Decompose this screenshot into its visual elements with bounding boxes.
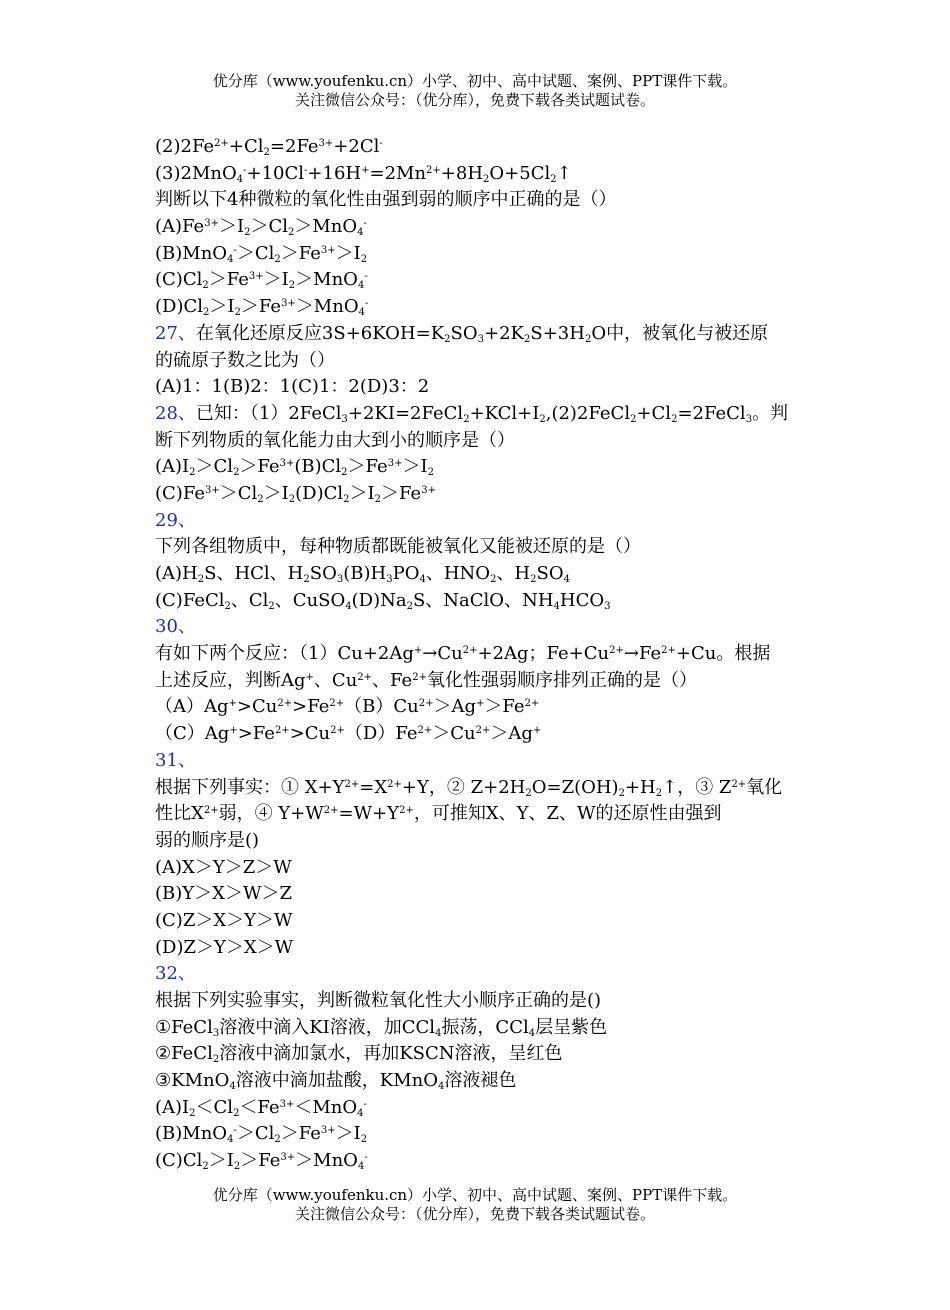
text-line: $(A)I_2<Cl_2<Fe^{3+}<MnO_4^-$ [155,1096,367,1119]
text-line: 下列各组物质中，每种物质都既能被氧化又能被还原的是（） [155,536,641,558]
question-number: 31、 [155,749,196,771]
text-line: $(A)Ag^+>Cu^{2+}>Fe^{2+}(B)Cu^{2+}>Ag^+>Fe^{2+}$ [155,696,540,718]
page-header [0,72,950,110]
header-line-1: 优分库（www.youfenku.cn）小学、初中、高中试题、案例、PPT课件下载。 [212,72,738,90]
text-line: (C)FeCl$_2$、$Cl_2$、$CuSO_4(D)Na_2S$、NaClO、$NH_4HCO_3$ [155,589,611,612]
text-line: (D)Z＞Y＞X＞W [155,936,294,958]
text-line: 根据下列实验事实，判断微粒氧化性大小顺序正确的是() [155,990,602,1011]
question-text-body [155,134,797,1175]
header-line-2: 关注微信公众号：（优分库），免费下载各类试题试卷。 [294,91,655,109]
text-line: (A)1：1(B)2：1(C)1：2(D)3：2 [155,376,430,398]
text-line: (B)Y＞X＞W＞Z [155,883,292,905]
text-line: 上述反应，判断Ag+、$Cu^{2+}$、$Fe^{2+}$氧化性强弱顺序排列正确的是（） [155,669,697,691]
text-line: $(A)H_2S$、HCl、$H_2SO_3(B)H_3PO_4$、$HNO_2$、$H_2SO_4$ [155,563,570,585]
question-number: 28、 [155,402,196,424]
text-line [155,961,797,988]
text-line: 判断以下4种微粒的氧化性由强到弱的顺序中正确的是（） [155,189,617,211]
text-line [155,614,797,641]
question-number: 30、 [155,616,196,638]
question-number: 29、 [155,509,196,531]
footer-line-2: 关注微信公众号：（优分库），免费下载各类试题试卷。 [294,1205,655,1223]
text-line: ①FeCl$_3$溶液中滴入KI溶液，加CCl$_4$振荡，CCl$_4$层呈紫色 [155,1016,608,1039]
text-line [155,508,797,535]
text-line: $(2)2Fe^{2+}+Cl_2=2Fe^{3+}+2Cl^-$ [155,136,383,158]
text-line: $(C)Ag^+>Fe^{2+}>Cu^{2+}(D)Fe^{2+}>Cu^{2+}>Ag^+$ [155,723,542,745]
text-line: $(D)Cl_2>I_2>Fe^{3+}>MnO_4^-$ [155,296,369,319]
text-line: ②FeCl$_2$溶液中滴加氯水，再加KSCN溶液，呈红色 [155,1043,563,1066]
page-footer [0,1186,950,1224]
footer-line-1: 优分库（www.youfenku.cn）小学、初中、高中试题、案例、PPT课件下载。 [212,1186,738,1204]
text-line: 根据下列事实：① $X+Y^{2+}=X^{2+}+Y$，② $Z+2H_2O=Z(OH)_2+H_2↑$，③ $Z^{2+}$氧化 [155,776,783,799]
text-line: $(3)2MnO_4^-+10Cl^-+16H^+=2Mn^{2+}+8H_2O+5Cl_2↑$ [155,162,572,185]
text-line: $(A)Fe^{3+}>I_2>Cl_2>MnO_4^-$ [155,216,367,239]
text-line: (A)X＞Y＞Z＞W [155,856,292,878]
text-line: 性比$X^{2+}$弱，④ $Y+W^{2+}=W+Y^{2+}$，可推知X、Y、Z、W的还原性由强到 [155,803,722,825]
text-line: $(C)Cl_2>I_2>Fe^{3+}>MnO_4^-$ [155,1150,368,1173]
text-line [155,748,797,775]
text-line: 有如下两个反应：$(1)Cu+2Ag^+\to Cu^{2+}+2Ag$；$Fe+Cu^{2+}\to Fe^{2+}+Cu$。根据 [155,643,771,665]
text-line: 弱的顺序是() [155,829,260,851]
text-line: 28、已知：$(1)2FeCl_3+2KI=2FeCl_2+KCl+I_2,(2)2FeCl_2+Cl_2=2FeCl_3$。判 [155,402,789,425]
text-line: $(C)Fe^{3+}>Cl_2>I_2(D)Cl_2>I_2>Fe^{3+}$ [155,482,436,505]
text-line: $(C)Cl_2>Fe^{3+}>I_2>MnO_4^-$ [155,269,368,292]
text-line: ③KMnO$_4$溶液中滴加盐酸，KMnO$_4$溶液褪色 [155,1070,517,1093]
question-number: 27、 [155,322,196,344]
text-line: 27、在氧化还原反应$3S+6KOH=K_2SO_3+2K_2S+3H_2O$中，被氧化与被还原 [155,322,769,345]
text-line: $(B)MnO_4^->Cl_2>Fe^{3+}>I_2$ [155,242,368,265]
text-line: 的硫原子数之比为（） [155,349,335,371]
text-line: (C)Z＞X＞Y＞W [155,909,293,931]
text-line: 断下列物质的氧化能力由大到小的顺序是（） [155,429,515,451]
text-line: $(B)MnO_4^->Cl_2>Fe^{3+}>I_2$ [155,1123,368,1146]
question-number: 32、 [155,963,196,985]
text-line: $(A)I_2>Cl_2>Fe^{3+}(B)Cl_2>Fe^{3+}>I_2$ [155,456,434,479]
